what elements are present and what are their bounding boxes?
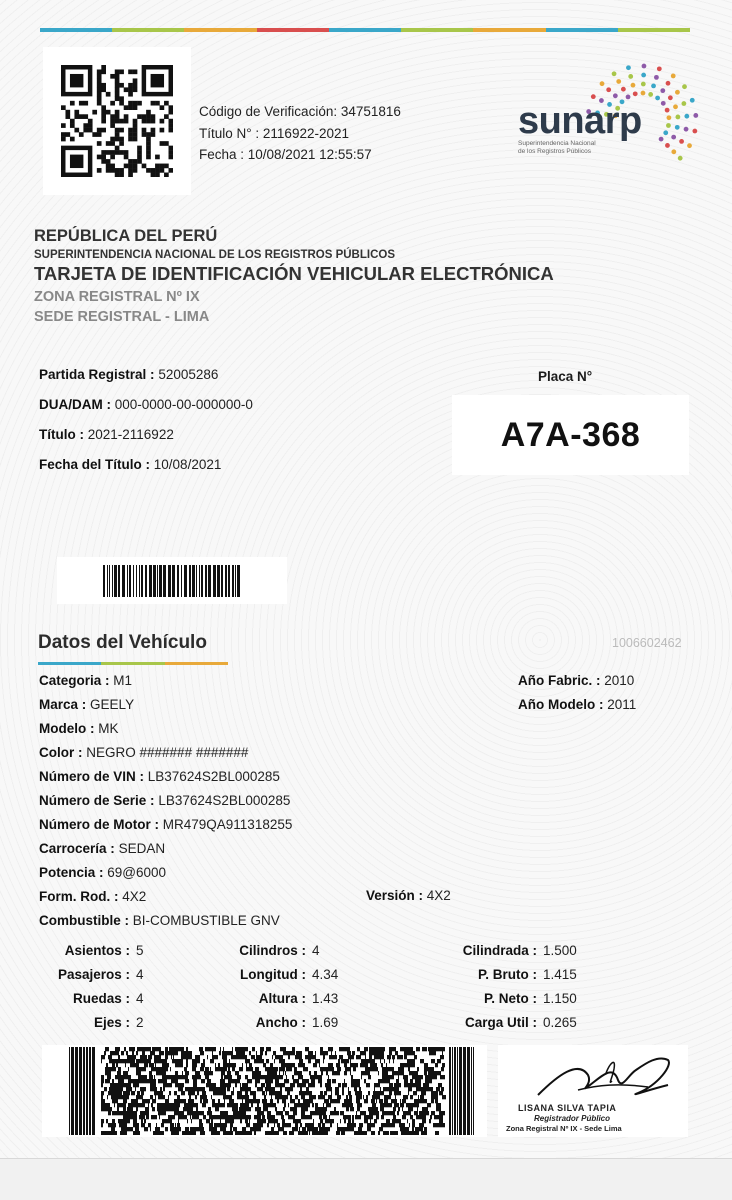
dua-row	[39, 397, 253, 427]
heading-sede: SEDE REGISTRAL - LIMA	[34, 309, 210, 325]
p-neto-label: P. Neto :	[483, 991, 537, 1006]
asientos-value: 5	[136, 943, 144, 958]
categoria-label: Categoria :	[39, 673, 110, 688]
cilindrada-label: Cilindrada :	[462, 943, 537, 958]
version-row	[366, 888, 451, 903]
signature-icon	[518, 1045, 678, 1103]
marca-label: Marca :	[39, 697, 87, 712]
sunarp-logo	[510, 60, 710, 170]
qr-code-box	[43, 47, 191, 195]
signature-box	[498, 1045, 688, 1137]
top-color-stripe	[40, 28, 690, 32]
verification-block	[199, 101, 401, 166]
pasajeros-label: Pasajeros :	[57, 967, 130, 982]
placa-value: A7A-368	[500, 415, 641, 454]
longitud-row	[190, 967, 338, 991]
color-value: NEGRO ####### #######	[86, 745, 249, 760]
issue-date: Fecha : 10/08/2021 12:55:57	[199, 147, 372, 162]
carga-util-row	[420, 1015, 577, 1039]
carga-util-value: 0.265	[543, 1015, 577, 1030]
carroceria-label: Carrocería :	[39, 841, 115, 856]
asientos-row	[20, 943, 144, 967]
verification-code: Código de Verificación: 34751816	[199, 104, 401, 119]
p-bruto-value: 1.415	[543, 967, 577, 982]
barcode-icon	[103, 565, 243, 597]
partida-value: 52005286	[158, 367, 219, 382]
heading-tarjeta: TARJETA DE IDENTIFICACIÓN VEHICULAR ELECTRÓNICA	[34, 263, 554, 284]
document-heading	[34, 227, 554, 325]
categoria-value: M1	[113, 673, 133, 688]
asientos-label: Asientos :	[64, 943, 130, 958]
specs-column-2	[190, 943, 338, 1039]
ejes-value: 2	[136, 1015, 144, 1030]
vehicle-data	[39, 673, 292, 937]
logo-sub-line2: de los Registros Públicos	[518, 148, 591, 155]
form-rod-row	[39, 889, 292, 913]
placa-box	[452, 395, 689, 475]
registrar-name: LISANA SILVA TAPIA	[518, 1103, 617, 1113]
version-label: Versión :	[366, 888, 424, 903]
cilindrada-row	[420, 943, 577, 967]
partida-label: Partida Registral :	[39, 367, 155, 382]
specs-column-3	[420, 943, 577, 1039]
p-bruto-label: P. Bruto :	[477, 967, 537, 982]
heading-zona: ZONA REGISTRAL Nº IX	[34, 289, 200, 305]
pdf417-barcode-icon	[69, 1047, 474, 1135]
pasajeros-value: 4	[136, 967, 144, 982]
combustible-row	[39, 913, 292, 937]
cilindros-value: 4	[312, 943, 320, 958]
modelo-label: Modelo :	[39, 721, 95, 736]
combustible-label: Combustible :	[39, 913, 129, 928]
carga-util-label: Carga Util :	[464, 1015, 537, 1030]
fecha-titulo-row	[39, 457, 253, 487]
version-value: 4X2	[426, 888, 451, 903]
serial-number: 1006602462	[612, 636, 682, 650]
altura-row	[190, 991, 338, 1015]
modelo-value: MK	[98, 721, 119, 736]
form-rod-label: Form. Rod. :	[39, 889, 119, 904]
vin-row	[39, 769, 292, 793]
longitud-label: Longitud :	[240, 967, 306, 982]
form-rod-value: 4X2	[122, 889, 147, 904]
marca-row	[39, 697, 292, 721]
fecha-titulo-value: 10/08/2021	[153, 457, 222, 472]
color-label: Color :	[39, 745, 83, 760]
motor-row	[39, 817, 292, 841]
barcode-box	[57, 557, 287, 604]
serie-row	[39, 793, 292, 817]
logo-subtitle	[518, 140, 596, 156]
titulo-label: Título :	[39, 427, 84, 442]
p-neto-row	[420, 991, 577, 1015]
ancho-row	[190, 1015, 338, 1039]
altura-label: Altura :	[258, 991, 306, 1006]
anio-fabric-label: Año Fabric. :	[518, 673, 601, 688]
combustible-value: BI-COMBUSTIBLE GNV	[132, 913, 280, 928]
ancho-label: Ancho :	[255, 1015, 306, 1030]
registry-block	[39, 367, 253, 487]
dua-value: 000-0000-00-000000-0	[114, 397, 253, 412]
titulo-value: 2021-2116922	[87, 427, 174, 442]
datos-underline	[38, 662, 228, 665]
anio-modelo-value: 2011	[607, 697, 637, 712]
categoria-row	[39, 673, 292, 697]
p-neto-value: 1.150	[543, 991, 577, 1006]
fecha-titulo-label: Fecha del Título :	[39, 457, 151, 472]
pasajeros-row	[20, 967, 144, 991]
carroceria-value: SEDAN	[118, 841, 166, 856]
cilindrada-value: 1.500	[543, 943, 577, 958]
cilindros-label: Cilindros :	[239, 943, 306, 958]
cilindros-row	[190, 943, 338, 967]
heading-superintendencia: SUPERINTENDENCIA NACIONAL DE LOS REGISTROS PÚBLICOS	[34, 249, 396, 261]
marca-value: GEELY	[90, 697, 135, 712]
ruedas-value: 4	[136, 991, 144, 1006]
pdf417-box	[42, 1045, 487, 1137]
year-block	[518, 673, 636, 721]
heading-republica: REPÚBLICA DEL PERÚ	[34, 227, 218, 245]
potencia-row	[39, 865, 292, 889]
title-number: Título N° : 2116922-2021	[199, 125, 349, 141]
longitud-value: 4.34	[312, 967, 339, 982]
motor-value: MR479QA911318255	[162, 817, 293, 832]
anio-fabric-row	[518, 673, 636, 697]
motor-label: Número de Motor :	[39, 817, 159, 832]
titulo-row	[39, 427, 253, 457]
vin-value: LB37624S2BL000285	[147, 769, 280, 784]
p-bruto-row	[420, 967, 577, 991]
ejes-row	[20, 1015, 144, 1039]
logo-word: sunarp	[518, 100, 642, 142]
potencia-value: 69@6000	[107, 865, 167, 880]
ruedas-row	[20, 991, 144, 1015]
placa-label: Placa N°	[538, 369, 593, 384]
anio-modelo-label: Año Modelo :	[518, 697, 604, 712]
ancho-value: 1.69	[312, 1015, 339, 1030]
datos-title: Datos del Vehículo	[38, 632, 207, 653]
qr-code-icon	[61, 65, 173, 177]
color-row	[39, 745, 292, 769]
ejes-label: Ejes :	[93, 1015, 130, 1030]
anio-modelo-row	[518, 697, 636, 721]
registrar-zona: Zona Registral Nº IX - Sede Lima	[506, 1124, 622, 1133]
registrar-role: Registrador Público	[534, 1114, 611, 1123]
partida-row	[39, 367, 253, 397]
logo-sub-line1: Superintendencia Nacional	[518, 140, 596, 147]
altura-value: 1.43	[312, 991, 339, 1006]
specs-column-1	[20, 943, 144, 1039]
dua-label: DUA/DAM :	[39, 397, 111, 412]
vin-label: Número de VIN :	[39, 769, 145, 784]
modelo-row	[39, 721, 292, 745]
serie-label: Número de Serie :	[39, 793, 155, 808]
ruedas-label: Ruedas :	[72, 991, 130, 1006]
carroceria-row	[39, 841, 292, 865]
serie-value: LB37624S2BL000285	[158, 793, 291, 808]
potencia-label: Potencia :	[39, 865, 104, 880]
anio-fabric-value: 2010	[604, 673, 635, 688]
